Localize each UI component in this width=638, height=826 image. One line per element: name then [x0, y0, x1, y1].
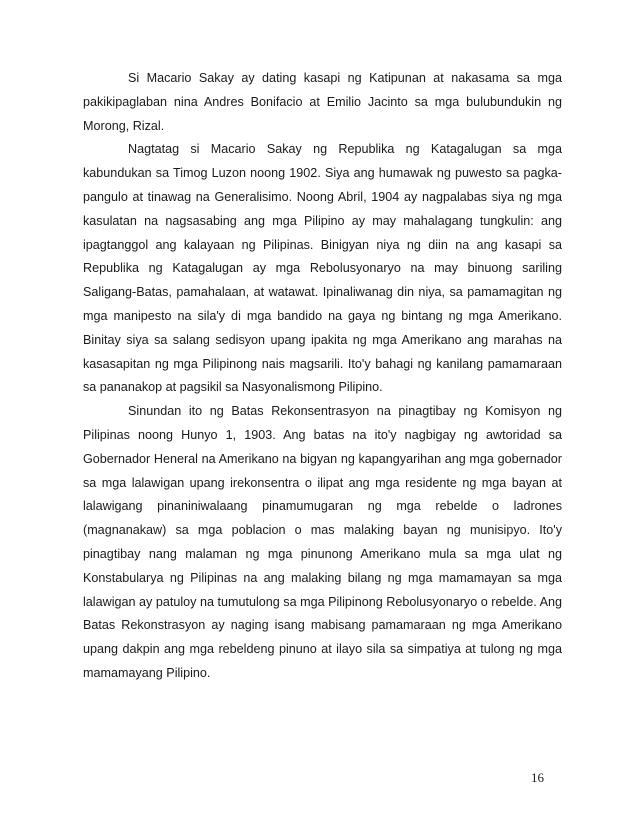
paragraph-sakay-katipunan: Si Macario Sakay ay dating kasapi ng Katipunan at nakasama sa mga pakikipaglaban nina Andres Bonifacio at Emilio Jacinto sa mga bulubundukin ng Morong, Rizal.	[83, 71, 562, 133]
paragraph-republika-katagalugan: Nagtatag si Macario Sakay ng Republika ng Katagalugan sa mga kabundukan sa Timog Luzon noong 1902. Siya ang humawak ng puwesto sa pagka-pangulo at tinawag na Generalisimo. Noong Abril, 1904 ay nagpalabas siya ng mga kasulatan na nagsasabing ang mga Pilipino ay may mahalagang tungkulin: ang ipagtanggol ang kalayaan ng Pilipinas. Binigyan niya ng diin na ang kasapi sa Republika ng Katagalugan ay mga Rebolusyonaryo na may binuong sariling Saligang-Batas, pamahalaan, at watawat. Ipinaliwanag din niya, sa pamamagitan ng mga manipesto na sila'y di mga bandido na gaya ng bintang ng mga Amerikano. Binitay siya sa salang sedisyon upang ipakita ng mga Amerikano ang marahas na kasasapitan ng mga Pilipinong nais magsarili. Ito'y bahagi ng kanilang pamamaraan sa pananakop at pagsikil sa Nasyonalismong Pilipino.	[83, 142, 562, 395]
paragraph-batas-rekonsentrasyon: Sinundan ito ng Batas Rekonsentrasyon na pinagtibay ng Komisyon ng Pilipinas noong Hunyo 1, 1903. Ang batas na ito'y nagbigay ng awtoridad sa Gobernador Heneral na Amerikano na bigyan ng kapangyarihan ang mga gobernador sa mga lalawigan upang irekonsentra o ilipat ang mga residente ng mga bayan at lalawigang pinaniniwalaang pinamumugaran ng mga rebelde o ladrones (magnanakaw) sa mga poblacion o mas malaking bayan ng munisipyo. Ito'y pinagtibay nang malaman ng mga pinunong Amerikano mula sa mga ulat ng Konstabularya ng Pilipinas na ang malaking bilang ng mga mamamayan sa mga lalawigan ay patuloy na tumutulong sa mga Pilipinong Rebolusyonaryo o rebelde. Ang Batas Rekonstrasyon ay naging isang mabisang pamamaraan ng mga Amerikano upang dakpin ang mga rebeldeng pinuno at ilayo sila sa simpatiya at tulong ng mga mamamayang Pilipino.	[83, 404, 562, 680]
page-number: 16	[531, 770, 544, 785]
body-text	[83, 67, 562, 686]
